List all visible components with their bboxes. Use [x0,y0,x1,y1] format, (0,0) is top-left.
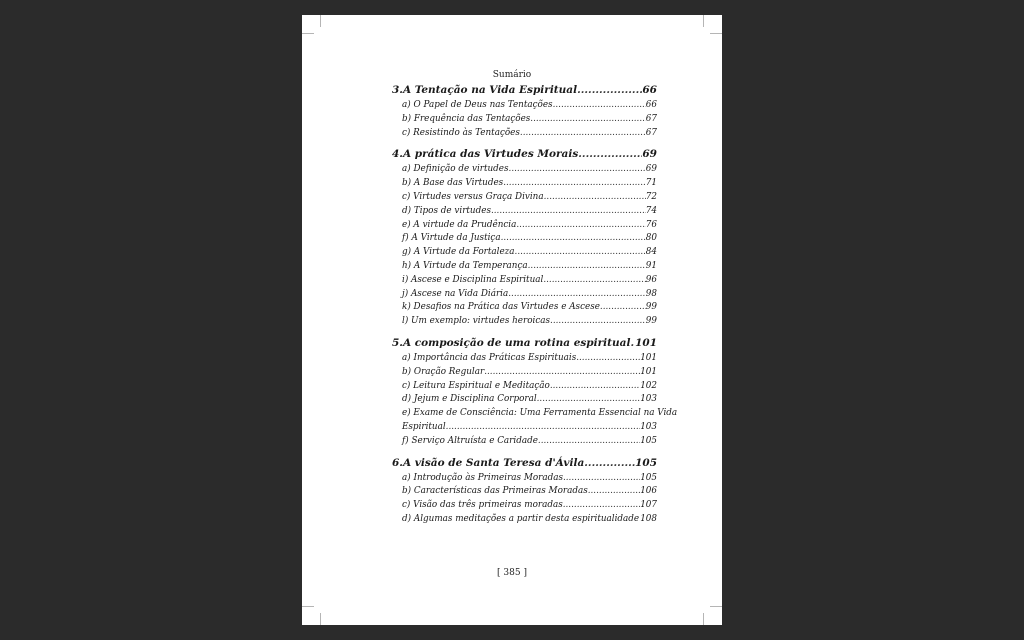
section-title: 4.A prática das Virtudes Morais [392,148,579,161]
item-label: d) Jejum e Disciplina Corporal [402,394,537,405]
item-label: a) Definição de virtudes [402,164,509,175]
item-page: 105 [640,472,657,483]
leader-dots [528,260,646,274]
section-page: 101 [635,336,657,349]
toc-item[interactable] [392,366,657,380]
item-label: d) Algumas meditações a partir desta espiritualidade [402,513,640,524]
item-label: c) Leitura Espiritual e Meditação [402,380,550,391]
toc-section [392,146,657,329]
page-number: [ 385 ] [497,568,527,578]
item-label: b) Frequência das Tentações [402,113,531,124]
leader-dots [484,366,640,380]
leader-dots [563,472,640,486]
leader-dots [563,499,640,513]
item-label: b) Características das Primeiras Moradas [402,486,588,497]
item-page: 84 [645,247,657,258]
toc-item[interactable] [392,205,657,219]
leader-dots [577,82,642,99]
item-label: c) Virtudes versus Graça Divina [402,191,544,202]
item-page: 107 [640,500,657,511]
table-of-contents [392,82,678,533]
crop-mark-bottom-left-v [320,613,321,625]
toc-item[interactable] [392,163,657,177]
section-title: 6.A visão de Santa Teresa d'Ávila [392,456,585,469]
item-page: 91 [645,260,657,271]
leader-dots [584,455,635,472]
item-label: c) Visão das três primeiras moradas [402,500,563,511]
toc-item[interactable] [392,177,657,191]
item-page: 67 [645,113,657,124]
toc-item[interactable] [392,288,657,302]
item-label-line1: e) Exame de Consciência: Uma Ferramenta Essencial na Vida [402,408,678,419]
toc-section-heading[interactable] [392,146,657,163]
item-label: d) Tipos de virtudes [402,205,491,216]
toc-item[interactable] [392,499,657,513]
item-page: 72 [645,191,657,202]
crop-mark-bottom-left-h [302,606,314,607]
leader-dots [520,127,646,141]
crop-mark-bottom-right-h [710,606,722,607]
leader-dots [550,315,646,329]
item-label: c) Resistindo às Tentações [402,127,520,138]
item-label: k) Desafios na Prática das Virtudes e Ascese [402,302,600,313]
section-page: 66 [642,84,657,96]
toc-item[interactable] [392,246,657,260]
toc-item[interactable] [392,352,657,366]
document-page [302,15,722,625]
leader-dots [588,485,640,499]
section-page: 105 [635,456,657,469]
item-page: 99 [645,316,657,327]
item-page: 101 [640,366,657,377]
toc-item[interactable] [392,191,657,205]
leader-dots [503,177,646,191]
leader-dots [550,380,640,394]
item-page: 71 [645,178,657,189]
section-page: 69 [642,148,657,161]
leader-dots [544,191,646,205]
leader-dots [578,146,642,163]
item-label: e) A virtude da Prudência [402,219,517,230]
page-header: Sumário [492,70,532,80]
item-label: h) A Virtude da Temperança [402,260,528,271]
leader-dots [537,393,641,407]
item-label: f) A Virtude da Justiça [402,233,501,244]
leader-dots [530,113,646,127]
toc-section-heading[interactable] [392,82,657,99]
item-page: 103 [640,394,657,405]
crop-mark-top-right-h [710,33,722,34]
toc-item[interactable] [392,232,657,246]
leader-dots [446,421,641,435]
item-page: 66 [645,100,657,110]
item-page: 69 [645,164,657,175]
leader-dots [538,435,640,449]
toc-section [392,82,657,140]
toc-item[interactable] [392,219,657,233]
toc-item[interactable] [392,393,657,407]
toc-item[interactable] [392,513,657,527]
item-page: 96 [645,274,657,285]
item-page: 103 [640,421,657,432]
crop-mark-top-left-h [302,33,314,34]
item-page: 76 [645,219,657,230]
toc-item[interactable] [392,380,657,394]
leader-dots [543,274,645,288]
toc-section [392,455,657,527]
item-label: a) Importância das Práticas Espirituais [402,352,577,363]
toc-item[interactable] [392,435,657,449]
leader-dots [576,352,640,366]
toc-item-wrapped[interactable] [392,407,678,435]
item-label: b) Oração Regular [402,366,485,377]
section-title: 3.A Tentação na Vida Espiritual [392,84,578,96]
item-label-line2: Espiritual [402,421,446,432]
item-page: 101 [640,352,657,363]
item-page: 99 [645,302,657,313]
leader-dots [516,219,645,233]
item-page: 67 [645,127,657,138]
item-label: l) Um exemplo: virtudes heroicas [402,316,551,327]
section-title: 5.A composição de uma rotina espiritual [392,336,631,349]
leader-dots [515,246,646,260]
item-label: i) Ascese e Disciplina Espiritual [402,274,544,285]
toc-item[interactable] [392,260,657,274]
toc-item[interactable] [392,472,657,486]
item-label: g) A Virtude da Fortaleza [402,247,515,258]
item-page: 105 [640,435,657,446]
crop-mark-top-right-v [703,15,704,27]
item-page: 74 [645,205,657,216]
item-page: 106 [640,486,657,497]
toc-item[interactable] [392,274,657,288]
toc-item[interactable] [392,99,657,113]
toc-item[interactable] [392,485,657,499]
toc-section-heading[interactable] [392,335,657,352]
item-page: 80 [645,233,657,244]
toc-item[interactable] [392,301,657,315]
toc-section-heading[interactable] [392,455,657,472]
item-label: b) A Base das Virtudes [402,178,504,189]
leader-dots [491,205,646,219]
item-page: 98 [645,288,657,299]
item-label: a) O Papel de Deus nas Tentações [402,100,553,110]
toc-item[interactable] [392,127,657,141]
leader-dots [508,288,646,302]
leader-dots [509,163,646,177]
toc-item[interactable] [392,315,657,329]
crop-mark-bottom-right-v [703,613,704,625]
item-label: j) Ascese na Vida Diária [402,288,509,299]
toc-item[interactable] [392,113,657,127]
item-page: 102 [640,380,657,391]
toc-section [392,335,678,449]
leader-dots [553,99,646,113]
leader-dots [501,232,646,246]
item-label: f) Serviço Altruísta e Caridade [402,435,538,446]
leader-dots [600,301,646,315]
crop-mark-top-left-v [320,15,321,27]
item-label: a) Introdução às Primeiras Moradas [402,472,563,483]
item-page: 108 [640,513,657,524]
